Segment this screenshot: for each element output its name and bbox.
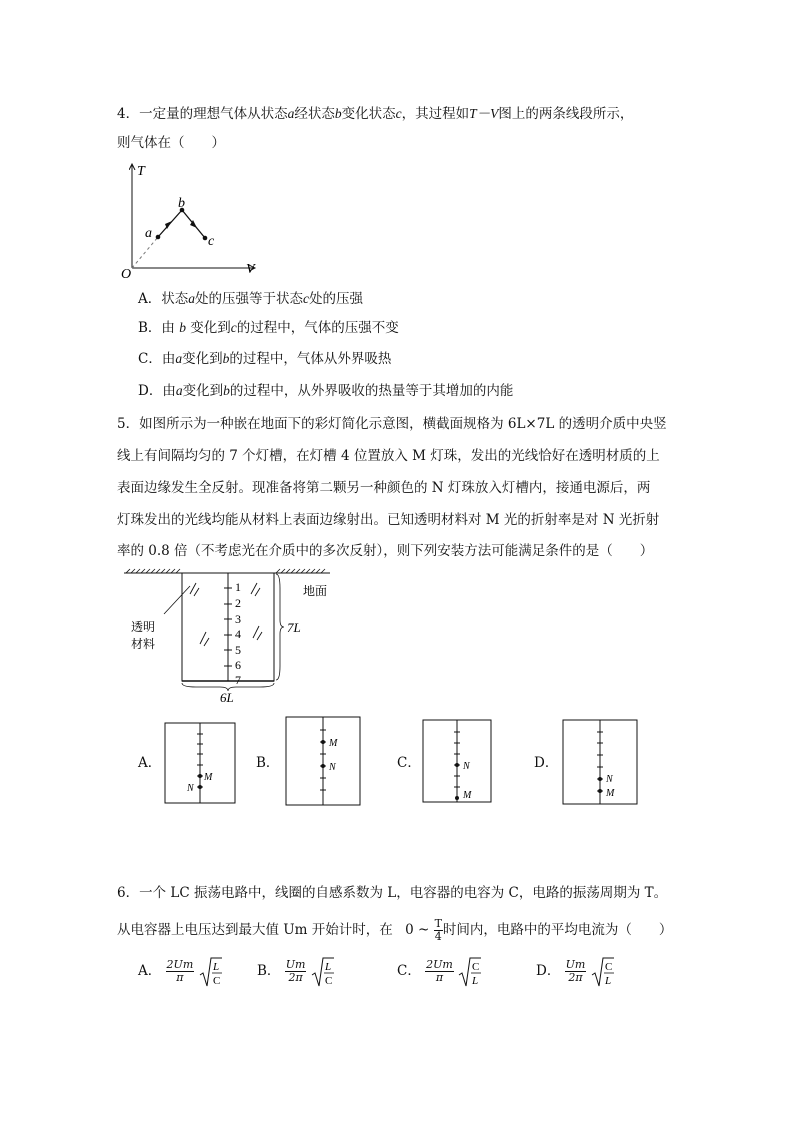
q5-option-b-figure[interactable] — [285, 716, 361, 806]
label-T: T — [137, 164, 145, 179]
slot-5: 5 — [235, 643, 241, 657]
slot-1: 1 — [235, 580, 241, 594]
q4-option-d[interactable]: D．由a变化到b的过程中，从外界吸收的热量等于其增加的内能 — [138, 383, 514, 399]
svg-text:N: N — [187, 783, 194, 794]
q4-option-b[interactable]: B．由 b 变化到c的过程中，气体的压强不变 — [138, 320, 399, 336]
slot-3: 3 — [235, 612, 241, 626]
q4-stem-line1: 4．一定量的理想气体从状态a经状态b变化状态c，其过程如T－V图上的两条线段所示， — [117, 106, 634, 122]
dashed-line — [132, 237, 158, 268]
t-over-4: $\frac{T}{4}$ — [434, 917, 442, 943]
svg-text:L: L — [212, 960, 219, 973]
point-c — [203, 236, 208, 241]
slot-6: 6 — [235, 658, 241, 672]
svg-text:N: N — [463, 761, 470, 772]
q5-stem-line3: 表面边缘发生全反射。现准备将第二颗另一种颜色的 N 灯珠放入灯槽内，接通电源后，两 — [117, 480, 651, 496]
svg-text:M: M — [606, 788, 615, 799]
label-c: c — [208, 234, 215, 249]
material-label-1: 透明 — [131, 620, 156, 634]
ground-label: 地面 — [303, 584, 328, 598]
svg-text:M: M — [204, 772, 213, 783]
label-b: b — [178, 196, 185, 211]
svg-text:C: C — [212, 974, 220, 987]
svg-text:L: L — [324, 960, 331, 973]
q6-stem-line2: 从电容器上电压达到最大值 Um 开始计时，在 0 ~ $\frac{T}{4}$ 时间内，电路中的平均电流为（ ） — [117, 917, 673, 943]
svg-text:L: L — [472, 974, 479, 987]
q4-tv-graph — [115, 158, 265, 280]
q6-stem-line1: 6．一个 LC 振荡电路中，线圈的自感系数为 L，电容器的电容为 C，电路的振荡周期为 T。 — [117, 885, 668, 901]
q5-option-c-figure[interactable] — [422, 719, 492, 803]
label-V: V — [246, 262, 255, 277]
material-label-2: 材料 — [131, 637, 156, 651]
svg-text:C: C — [604, 960, 612, 973]
svg-text:M: M — [463, 790, 472, 801]
q6-option-a[interactable]: A． $\frac{2Um}{\pi}$ L C — [138, 958, 220, 987]
q5-option-a-figure[interactable] — [164, 722, 236, 804]
slot-7: 7 — [235, 673, 241, 687]
height-label: 7L — [287, 620, 301, 635]
q6-option-b[interactable]: B． $\frac{Um}{2\pi}$ L C — [257, 958, 333, 987]
q5-stem-line2: 线上有间隔均匀的 7 个灯槽，在灯槽 4 位置放入 M 灯珠，发出的光线恰好在透明材质的上 — [117, 448, 660, 464]
q5-stem-line4: 灯珠发出的光线均能从材料上表面边缘射出。已知透明材料对 M 光的折射率是对 N 光折射 — [117, 512, 660, 528]
q5-option-c-label[interactable]: C． — [397, 755, 421, 771]
svg-text:L: L — [604, 974, 611, 987]
q4-stem-line2: 则气体在（ ） — [117, 135, 225, 151]
point-a — [156, 235, 161, 240]
slot-4: 4 — [235, 627, 241, 641]
q4-option-c[interactable]: C．由a变化到b的过程中，气体从外界吸热 — [138, 351, 392, 367]
q5-option-d-label[interactable]: D． — [534, 755, 559, 771]
q5-option-b-label[interactable]: B． — [256, 755, 280, 771]
q6-option-c[interactable]: C． $\frac{2Um}{\pi}$ C L — [397, 958, 480, 987]
q5-option-a-label[interactable]: A． — [138, 755, 162, 771]
width-label: 6L — [220, 690, 234, 705]
label-a: a — [145, 226, 152, 241]
svg-text:N: N — [606, 774, 613, 785]
label-O: O — [121, 267, 132, 280]
q6-option-d[interactable]: D． $\frac{Um}{2\pi}$ C L — [536, 958, 612, 987]
svg-text:M: M — [329, 738, 338, 749]
svg-text:C: C — [472, 960, 480, 973]
q5-option-d-figure[interactable] — [562, 719, 638, 805]
q4-option-a[interactable]: A．状态a处的压强等于状态c处的压强 — [138, 291, 363, 307]
q5-main-figure — [120, 568, 350, 706]
q5-stem-line5: 率的 0.8 倍（不考虑光在介质中的多次反射），则下列安装方法可能满足条件的是（ ） — [117, 543, 654, 559]
svg-text:C: C — [324, 974, 333, 987]
slot-2: 2 — [235, 596, 241, 610]
q5-stem-line1: 5．如图所示为一种嵌在地面下的彩灯简化示意图，横截面规格为 6L×7L 的透明介质中央竖 — [117, 416, 667, 432]
svg-text:N: N — [329, 762, 336, 773]
